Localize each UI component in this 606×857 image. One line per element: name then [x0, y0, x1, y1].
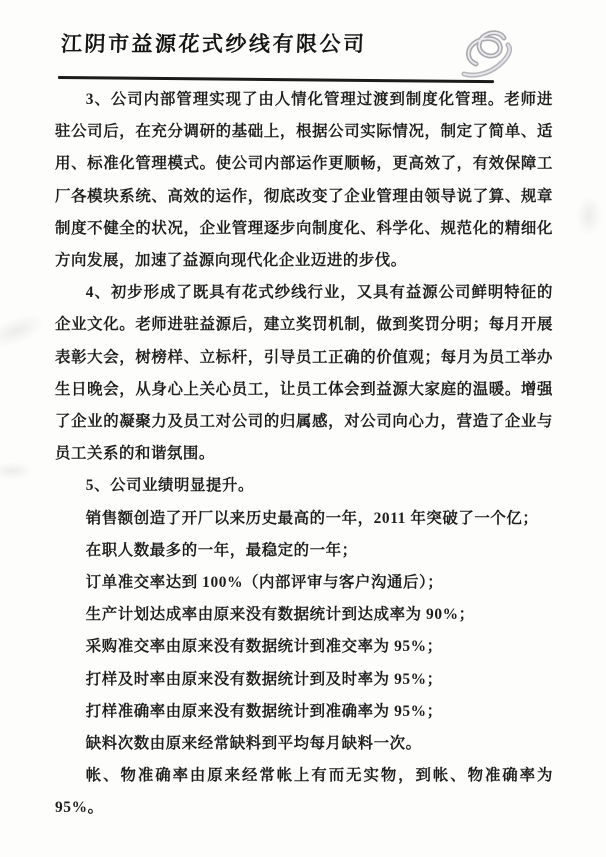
metric-line-production-plan: 生产计划达成率由原来没有数据统计到达成率为 90%；: [85, 606, 475, 624]
company-name: 江阴市益源花式纱线有限公司: [60, 32, 367, 56]
scan-smudge: [576, 196, 602, 236]
document-body: [55, 84, 553, 825]
section-5-heading: 5、公司业绩明显提升。: [85, 477, 254, 495]
paragraph-section-3: 3、公司内部管理实现了由人情化管理过渡到制度化管理。老师进驻公司后，在充分调研的基础上，根据公司实际情况，制定了简单、适用、标准化管理模式。使公司内部运作更顺畅，更高效了，有效保障工厂各模块系统、高效的运作，彻底改变了企业管理由领导说了算、规章制度不健全的状况，企业管理逐步向制度化、科学化、规范化的精细化方向发展，加速了益源向现代化企业迈进的步伐。: [55, 91, 553, 270]
paragraph-section-4: 4、初步形成了既具有花式纱线行业，又具有益源公司鲜明特征的企业文化。老师进驻益源后，建立奖罚机制，做到奖罚分明；每月开展表彰大会，树榜样、立标杆，引导员工正确的价值观；每月为员工举办生日晚会，从身心上关心员工，让员工体会到益源大家庭的温暖。增强了企业的凝聚力及员工对公司的归属感，对公司向心力，营造了企业与员工关系的和谐氛围。: [55, 284, 553, 463]
scan-smudge: [0, 462, 34, 480]
scan-smudge: [0, 309, 49, 354]
metric-line-purchasing: 采购准交率由原来没有数据统计到准交率为 95%；: [85, 638, 443, 656]
metric-line-sample-accuracy: 打样准确率由原来没有数据统计到准确率为 95%；: [85, 702, 443, 720]
yarn-knot-icon: [458, 30, 528, 78]
header-divider: [58, 76, 494, 83]
metric-line-material-shortage: 缺料次数由原来经常缺料到平均每月缺料一次。: [85, 735, 422, 753]
metric-line-order-delivery: 订单准交率达到 100%（内部评审与客户沟通后）；: [85, 574, 444, 592]
metric-line-sample-timeliness: 打样及时率由原来没有数据统计到及时率为 95%；: [85, 670, 443, 688]
metric-line-sales: 销售额创造了开厂以来历史最高的一年，2011 年突破了一个亿；: [85, 509, 539, 527]
metric-line-inventory-accuracy: 帐、物准确率由原来经常帐上有而无实物，到帐、物准确率为 95%。: [55, 767, 553, 817]
metric-line-headcount: 在职人数最多的一年，最稳定的一年；: [85, 541, 358, 559]
